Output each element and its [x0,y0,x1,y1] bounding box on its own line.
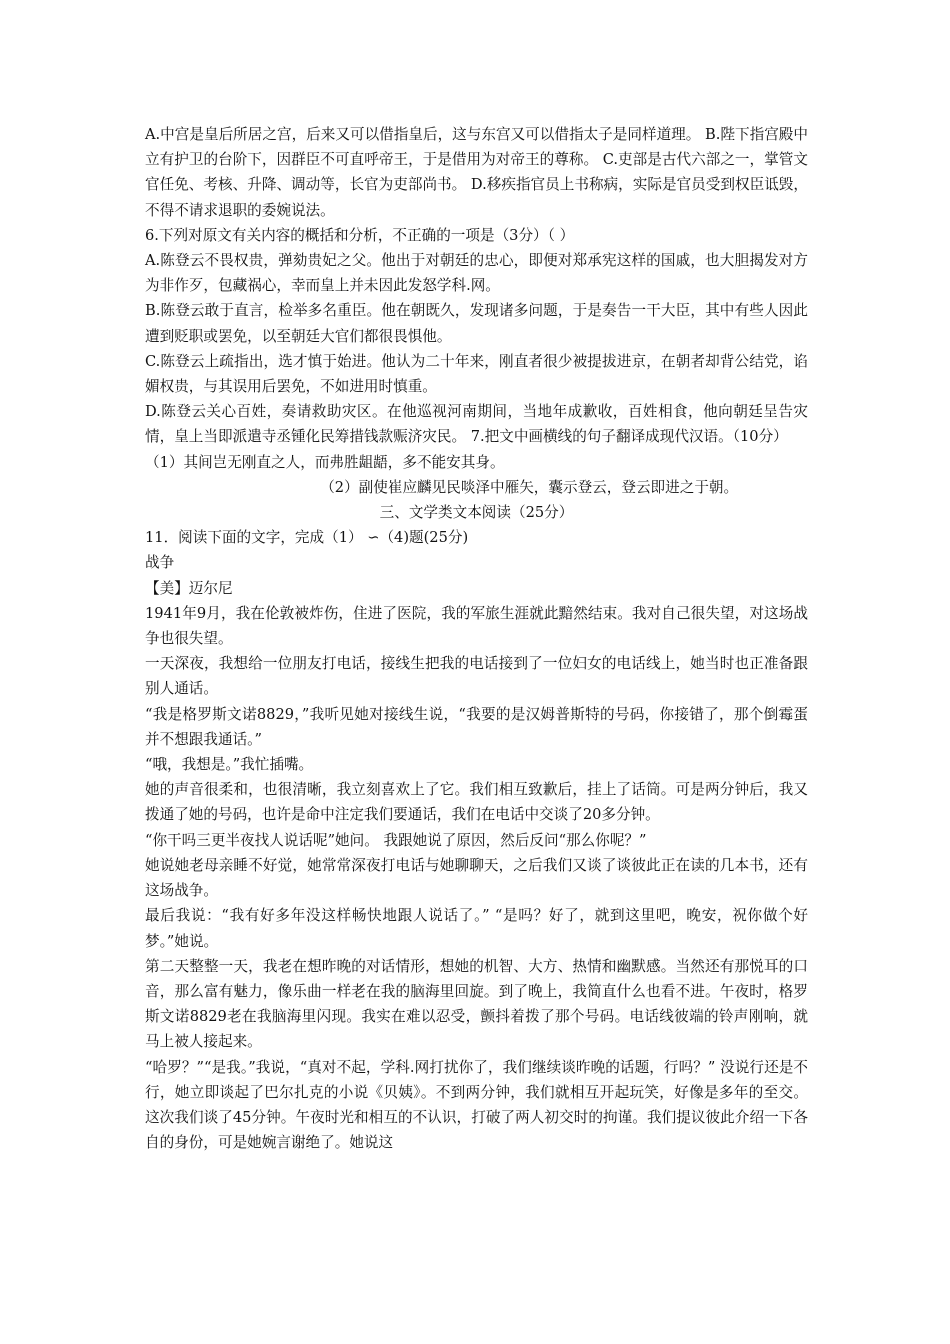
story-paragraph: 最后我说：“我有好多年没这样畅快地跟人说话了。” “是吗？好了，就到这里吧，晚安，祝你做个好梦。”她说。 [145,907,808,950]
story-title: 战争 [145,554,175,572]
story-paragraph: 一天深夜，我想给一位朋友打电话，接线生把我的电话接到了一位妇女的电话线上，她当时也正准备跟别人通话。 [145,655,808,698]
story-paragraph: 1941年9月，我在伦敦被炸伤，住进了医院，我的军旅生涯就此黯然结束。我对自己很失望，对这场战争也很失望。 [145,604,808,648]
story-paragraph: 她说她老母亲睡不好觉，她常常深夜打电话与她聊聊天，之后我们又谈了谈彼此正在读的几本书，还有这场战争。 [145,856,808,900]
story-paragraph: “哈罗？”“是我。”我说，“真对不起，学科.网打扰你了，我们继续谈昨晚的话题，行吗？” 没说行还是不行，她立即谈起了巴尔扎克的小说《贝姨》。不到两分钟，我们就相互开起玩笑，好像是多年的至交。这次我们谈了45分钟。午夜时光和相互的不认识，打破了两人初交时的拘谨。我们提议彼此介绍一下各自的身份，可是她婉言谢绝了。她说这 [145,1058,808,1152]
text-line-option-d-question-7: D.陈登云关心百姓，奏请救助灾区。在他巡视河南期间，当地年成歉收，百姓相食，他向朝廷呈告灾情，皇上当即派遣寺丞锺化民筹措钱款赈济灾民。 7.把文中画横线的句子翻译成现代汉语。（10分） [145,403,808,446]
story-paragraph: “我是格罗斯文诺8829，”我听见她对接线生说，“我要的是汉姆普斯特的号码，你接错了，那个倒霉蛋并不想跟我通话。” [145,705,808,748]
story-paragraph: 她的声音很柔和，也很清晰，我立刻喜欢上了它。我们相互致歉后，挂上了话筒。可是两分钟后，我又拨通了她的号码，也许是命中注定我们要通话，我们在电话中交谈了20多分钟。 [145,781,808,824]
text-line-option-b: B.陈登云敢于直言，检举多名重臣。他在朝既久，发现诸多问题，于是奏告一干大臣，其中有些人因此遭到贬职或罢免，以至朝廷大官们都很畏惧他。 [145,302,808,345]
text-line-options-a-d: A.中宫是皇后所居之宫，后来又可以借指皇后，这与东宫又可以借指太子是同样道理。 B.陛下指宫殿中立有护卫的台阶下，因群臣不可直呼帝王，于是借用为对帝王的尊称。 C.吏部是古代六部之一，掌管文官任免、考核、升降、调动等，长官为吏部尚书。 D.移疾指官员上书称病，实际是官员受到权臣诋毁，不得不请求退职的委婉说法。 [145,126,808,219]
text-line-option-c: C.陈登云上疏指出，选才慎于始进。他认为二十年来，刚直者很少被提拔进京，在朝者却背公结党，谄媚权贵，与其误用后罢免，不如进用时慎重。 [145,352,808,396]
story-paragraph: “哦，我想是。”我忙插嘴。 [145,756,314,774]
text-line-option-a: A.陈登云不畏权贵，弹劾贵妃之父。他出于对朝廷的忠心，即便对郑承宪这样的国戚，也大胆揭发对方为非作歹，包藏祸心，幸而皇上并未因此发怒学科.网。 [145,252,808,295]
document-page [145,122,808,1155]
story-author: 【美】迈尔尼 [145,579,233,597]
section-heading: 三、文学类文本阅读（25分） [379,504,574,522]
text-line-translation-1: （1）其间岂无刚直之人，而弗胜龃龉，多不能安其身。 [145,453,505,471]
text-line-question-11: 11．阅读下面的文字，完成（1） ∽（4)题(25分) [145,529,469,547]
text-line-translation-2: （2）副使崔应麟见民啖泽中雁矢，囊示登云，登云即进之于朝。 [320,478,739,496]
story-paragraph: “你干吗三更半夜找人说话呢”她问。 我跟她说了原因，然后反问“那么你呢？” [145,831,647,849]
story-paragraph: 第二天整整一天，我老在想昨晚的对话情形，想她的机智、大方、热情和幽默感。当然还有那悦耳的口音，那么富有魅力，像乐曲一样老在我的脑海里回旋。到了晚上，我简直什么也看不进。午夜时，格罗斯文诺8829老在我脑海里闪现。我实在难以忍受，颤抖着拨了那个号码。电话线彼端的铃声刚响，就马上被人接起来。 [145,957,808,1051]
text-line-question-6: 6.下列对原文有关内容的概括和分析，不正确的一项是（3分）（ ） [145,226,575,244]
